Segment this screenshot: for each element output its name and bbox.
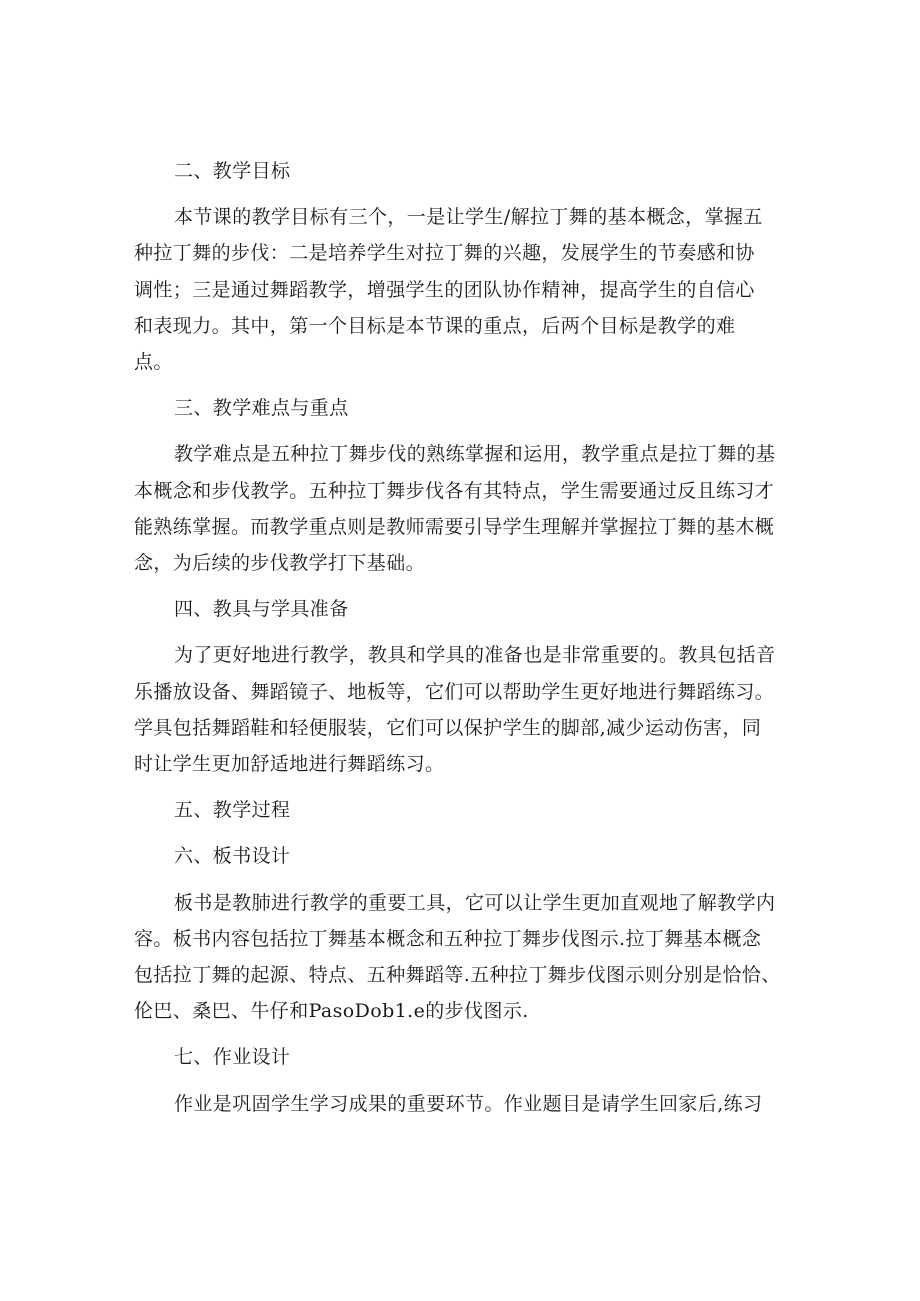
paragraph-goals: [134, 199, 796, 380]
section-heading-process: 五、教学过程: [174, 799, 291, 822]
paragraph-line: 容。板书内容包括拉丁舞基本概念和五种拉丁舞步伐图示.拉丁舞基本概念: [134, 927, 762, 950]
paragraph-line: 点。: [134, 351, 173, 374]
paragraph-line: 和表现力。其中，第一个目标是本节课的重点，后两个目标是教学的难: [134, 314, 736, 337]
section-heading-materials: 四、教具与学具准备: [174, 598, 349, 621]
section-heading-difficulties: 三、教学难点与重点: [174, 397, 349, 420]
paragraph-materials: [134, 637, 796, 782]
paragraph-line: 为了更好地进行教学，教具和学具的准备也是非常重要的。教具包括音: [174, 644, 776, 667]
paragraph-line: 包括拉丁舞的起源、特点、五种舞蹈等.五种拉丁舞步伐图示则分别是恰恰、: [134, 964, 781, 987]
paragraph-line: 本节课的教学目标有三个，一是让学生/解拉丁舞的基本概念，掌握五: [174, 206, 763, 229]
document-body: [134, 153, 796, 1122]
paragraph-line: 时让学生更加舒适地进行舞蹈练习。: [134, 753, 445, 776]
section-heading-board: 六、板书设计: [174, 845, 291, 868]
paragraph-line: 本概念和步伐教学。五种拉丁舞步伐各有其特点，学生需要通过反且练习才: [134, 479, 775, 502]
paragraph-line: 板书是教肺进行教学的重要工具，它可以让学生更加直观地了解教学内: [174, 891, 776, 914]
paragraph-difficulties: [134, 436, 796, 581]
paragraph-line: 伦巴、桑巴、牛仔和PasoDob1.e的步伐图示.: [134, 1000, 529, 1023]
paragraph-line: 能熟练掌握。而教学重点则是教师需要引导学生理解并掌握拉丁舞的基木概: [134, 515, 775, 538]
paragraph-board: [134, 885, 796, 1030]
paragraph-homework: [134, 1086, 796, 1122]
paragraph-line: 念，为后续的步伐教学打下基础。: [134, 552, 426, 575]
paragraph-line: 种拉丁舞的步伐：二是培养学生对拉丁舞的兴趣，发展学生的节奏感和协: [134, 242, 755, 265]
section-heading-homework: 七、作业设计: [174, 1046, 291, 1069]
section-heading-goals: 二、教学目标: [174, 160, 291, 182]
paragraph-line: 乐播放设备、舞蹈镜子、地板等，它们可以帮助学生更好地进行舞蹈练习。: [134, 680, 775, 703]
paragraph-line: 教学难点是五种拉丁舞步伐的熟练掌握和运用，教学重点是拉丁舞的基: [174, 443, 776, 466]
paragraph-line: 调性；三是通过舞蹈教学，增强学生的团队协作精神，提高学生的自信心: [134, 278, 755, 301]
paragraph-line: 作业是巩固学生学习成果的重要环节。作业题目是请学生回家后,练习: [174, 1092, 763, 1115]
paragraph-line: 学具包括舞蹈鞋和轻便服装，它们可以保护学生的脚部,减少运动伤害，同: [134, 716, 762, 739]
